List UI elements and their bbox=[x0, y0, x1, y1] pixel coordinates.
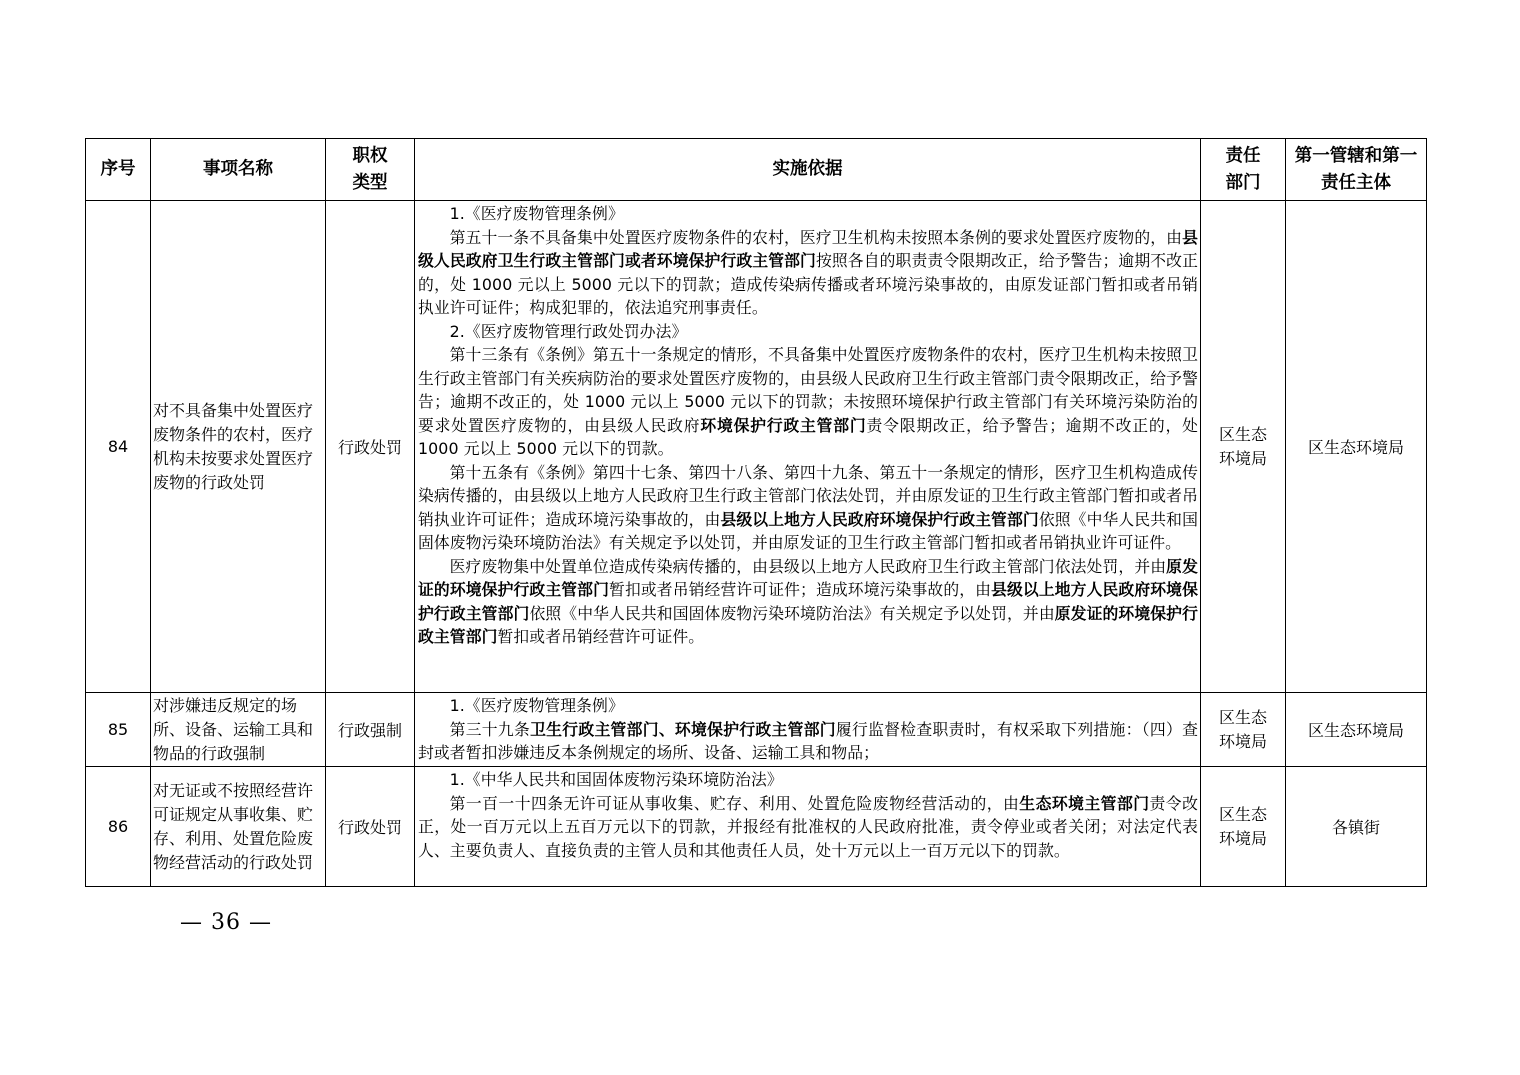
header-basis: 实施依据 bbox=[415, 139, 1201, 201]
row-owner: 区生态环境局 bbox=[1286, 693, 1427, 767]
basis-emphasis: 县级人民政府卫生行政主管部门或者环境保护行政主管部门 bbox=[418, 227, 1198, 270]
row-power-type: 行政处罚 bbox=[326, 201, 415, 693]
basis-text: 履行监督检查职责时，有权采取下列措施：（四）查封或者暂扣涉嫌违反本条例规定的场所、设备、运输工具和物品； bbox=[418, 719, 1198, 762]
basis-text: 依照《中华人民共和国固体废物污染环境防治法》有关规定予以处罚，并由 bbox=[529, 603, 1055, 623]
header-seq: 序号 bbox=[86, 139, 151, 201]
basis-text: 1.《医疗废物管理条例》 bbox=[449, 204, 624, 223]
basis-text: 2.《医疗废物管理行政处罚办法》 bbox=[449, 321, 688, 341]
basis-emphasis: 环境保护行政主管部门 bbox=[700, 415, 867, 435]
header-owner bbox=[1286, 139, 1427, 201]
basis-text: 1.《中华人民共和国固体废物污染环境防治法》 bbox=[449, 770, 783, 789]
powers-table bbox=[85, 138, 1427, 887]
basis-text: 责令改正，处一百万元以上五百万元以下的罚款，并报经有批准权的人民政府批准，责令停业或者关闭；对法定代表人、主要负责人、直接负责的主管人员和其他责任人员，处十万元以上一百万元以下的罚款。 bbox=[418, 793, 1198, 860]
row-dept-text: 区生态环境局 bbox=[1219, 804, 1268, 848]
row-dept-text: 区生态环境局 bbox=[1219, 707, 1268, 751]
table-row bbox=[86, 693, 1427, 767]
basis-paragraph bbox=[418, 226, 1198, 320]
basis-emphasis: 原发证的环境保护行政主管部门 bbox=[418, 603, 1198, 646]
basis-paragraph bbox=[418, 718, 1198, 765]
header-dept bbox=[1201, 139, 1286, 201]
row-owner: 各镇街 bbox=[1286, 767, 1427, 887]
basis-text: 责令限期改正，给予警告；逾期不改正的，处 1000 元以上 5000 元以下的罚款。 bbox=[418, 415, 1198, 458]
row-seq: 85 bbox=[86, 693, 151, 767]
basis-text: 医疗废物集中处置单位造成传染病传播的，由县级以上地方人民政府卫生行政主管部门依法处罚，并由 bbox=[449, 556, 1167, 576]
row-power-type: 行政处罚 bbox=[326, 767, 415, 887]
basis-emphasis: 原发证的环境保护行政主管部门 bbox=[418, 556, 1198, 599]
basis-text: 1.《医疗废物管理条例》 bbox=[449, 696, 624, 715]
basis-paragraph bbox=[418, 792, 1198, 863]
basis-text: 第五十一条不具备集中处置医疗废物条件的农村，医疗卫生机构未按照本条例的要求处置医疗废物的，由 bbox=[449, 227, 1183, 247]
table-header-row bbox=[86, 139, 1427, 201]
basis-text: 第一百一十四条无许可证从事收集、贮存、利用、处置危险废物经营活动的，由 bbox=[449, 793, 1020, 813]
header-owner-text: 第一管辖和第一责任主体 bbox=[1294, 145, 1418, 193]
header-name: 事项名称 bbox=[151, 139, 326, 201]
basis-text: 第十五条有《条例》第四十七条、第四十八条、第四十九条、第五十一条规定的情形，医疗卫生机构造成传染病传播的，由县级以上地方人民政府卫生行政主管部门依法处罚，并由原发证的卫生行政主管部门暂扣或者吊销执业许可证件；造成环境污染事故的，由 bbox=[418, 462, 1198, 529]
basis-paragraph bbox=[418, 202, 1198, 226]
row-item-name: 对不具备集中处置医疗废物条件的农村，医疗机构未按要求处置医疗废物的行政处罚 bbox=[151, 201, 326, 693]
basis-text: 按照各自的职责责令限期改正，给予警告；逾期不改正的，处 1000 元以上 5000 元以下的罚款；造成传染病传播或者环境污染事故的，由原发证部门暂扣或者吊销执业许可证件；构成犯罪的，依法追究刑事责任。 bbox=[418, 251, 1198, 317]
basis-text: 第十三条有《条例》第五十一条规定的情形，不具备集中处置医疗废物条件的农村，医疗卫生机构未按照卫生行政主管部门有关疾病防治的要求处置医疗废物的，由县级人民政府卫生行政主管部门责令限期改正，给予警告；逾期不改正的，处 1000 元以上 5000 元以下的罚款；未按照环境保护行政主管部门有关环境污染防治的要求处置医疗废物的，由县级人民政府 bbox=[418, 345, 1198, 435]
basis-paragraph bbox=[418, 555, 1198, 649]
header-dept-text: 责任部门 bbox=[1225, 145, 1261, 193]
row-basis bbox=[415, 767, 1201, 887]
basis-paragraph bbox=[418, 461, 1198, 555]
header-type bbox=[326, 139, 415, 201]
basis-paragraph bbox=[418, 320, 1198, 344]
basis-text: 暂扣或者吊销经营许可证件。 bbox=[497, 627, 705, 646]
row-basis bbox=[415, 201, 1201, 693]
basis-text: 依照《中华人民共和国固体废物污染环境防治法》有关规定予以处罚，并由原发证的卫生行政主管部门暂扣或者吊销执业许可证件。 bbox=[418, 509, 1198, 552]
basis-paragraph bbox=[418, 694, 1198, 718]
row-item-name: 对无证或不按照经营许可证规定从事收集、贮存、利用、处置危险废物经营活动的行政处罚 bbox=[151, 767, 326, 887]
row-seq: 86 bbox=[86, 767, 151, 887]
row-dept-text: 区生态环境局 bbox=[1219, 424, 1268, 468]
basis-emphasis: 县级以上地方人民政府环境保护行政主管部门 bbox=[418, 580, 1198, 623]
row-dept bbox=[1201, 767, 1286, 887]
row-item-name: 对涉嫌违反规定的场所、设备、运输工具和物品的行政强制 bbox=[151, 693, 326, 767]
basis-emphasis: 县级以上地方人民政府环境保护行政主管部门 bbox=[720, 509, 1039, 529]
basis-text: 第三十九条 bbox=[449, 719, 531, 739]
row-dept bbox=[1201, 201, 1286, 693]
row-dept bbox=[1201, 693, 1286, 767]
basis-paragraph bbox=[418, 768, 1198, 792]
row-owner: 区生态环境局 bbox=[1286, 201, 1427, 693]
basis-emphasis: 卫生行政主管部门、环境保护行政主管部门 bbox=[530, 719, 836, 739]
header-type-text: 职权类型 bbox=[352, 145, 388, 193]
row-seq: 84 bbox=[86, 201, 151, 693]
basis-emphasis: 生态环境主管部门 bbox=[1019, 793, 1150, 813]
table-row bbox=[86, 201, 1427, 693]
basis-paragraph bbox=[418, 343, 1198, 461]
row-power-type: 行政强制 bbox=[326, 693, 415, 767]
table-row bbox=[86, 767, 1427, 887]
row-basis bbox=[415, 693, 1201, 767]
basis-text: 暂扣或者吊销经营许可证件；造成环境污染事故的，由 bbox=[609, 580, 992, 599]
page-number: — 36 — bbox=[180, 910, 272, 935]
